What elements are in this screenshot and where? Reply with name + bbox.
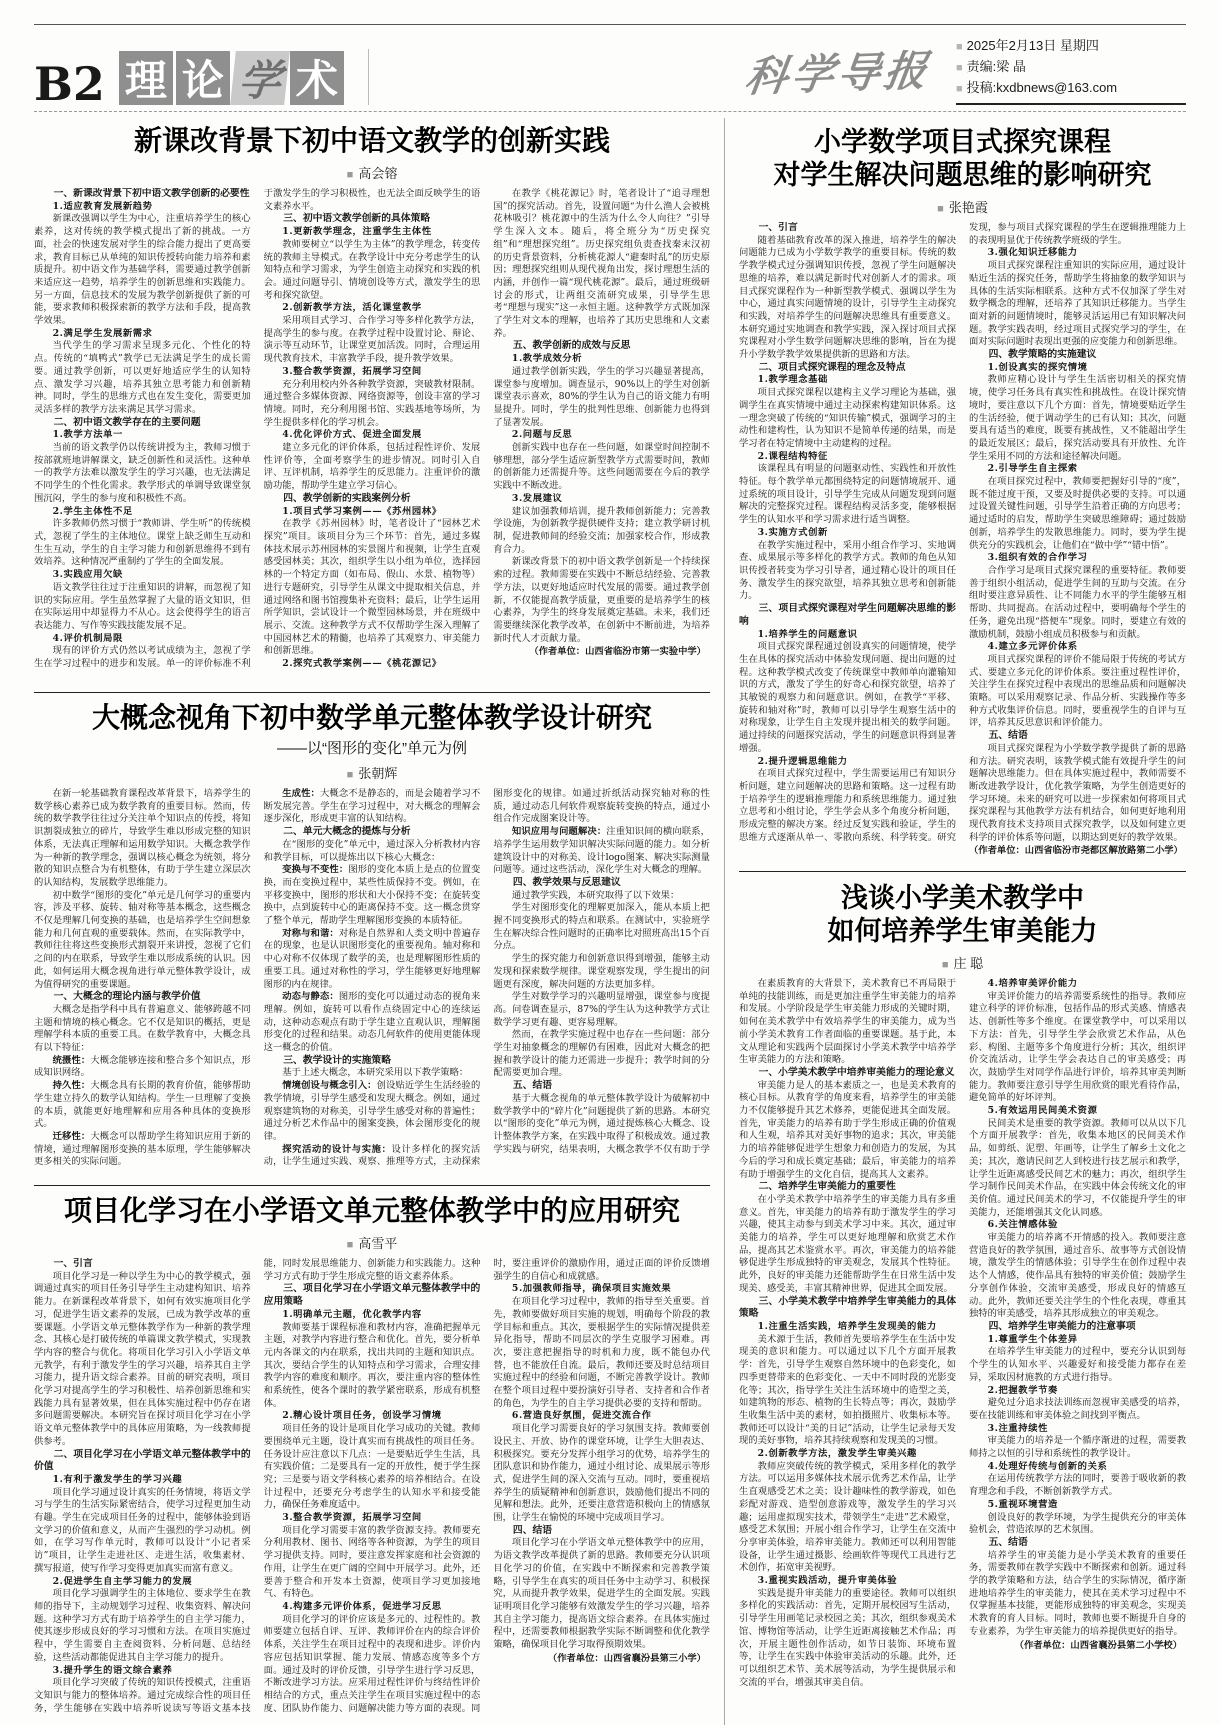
- body-paragraph: 项目化学习突破了传统的知识传授模式，注重语文知识与能力的整体培养。通过完成综合性的项目任务，学生能够在实践中培养听说读写等语文基本技能，同时发展思维能力、创新能力和实践能力。这种学习方式有助于学生形成完整的语文素养体系。: [34, 1258, 481, 1714]
- body-paragraph: 在培养学生审美能力的过程中，要充分认识到每个学生的认知水平、兴趣爱好和接受能力都存在差异，采取因材施教的方式进行指导。: [969, 1346, 1186, 1383]
- section-heading: 五、教学创新的成效与反思: [512, 340, 631, 352]
- sub-heading: 1.适应教育发展新趋势: [52, 200, 153, 212]
- body-paragraph: 当代学生的学习需求呈现多元化、个性化的特点。传统的“填鸭式”教学已无法满足学生的成长需要。通过教学创新，可以更好地适应学生的认知特点、激发学习兴趣，培养其独立思考能力和创新精神。同时，学生的思维方式也在发生变化，需要更加灵活多样的教学方法来满足其学习需求。: [34, 340, 251, 415]
- top-rule: [34, 24, 1186, 25]
- body-paragraph: 变换与不变性：图形的变化本质上是点的位置变换，而在变换过程中，某些性质保持不变。例如，在平移变换中，图形的形状和大小保持不变；在旋转变换中，点到旋转中心的距离保持不变。这一概念贯穿了整个单元，帮助学生理解图形变换的本质特征。: [263, 864, 481, 927]
- body-paragraph: 学生对数学学习的兴趣明显增强，课堂参与度提高。问卷调查显示，87%的学生认为这种教学方式让数学学习更有趣、更容易理解。: [493, 991, 710, 1028]
- body-paragraph: 建议加强教师培训，提升教师创新能力；完善教学设施，为创新教学提供硬件支持；建立教学研讨机制，促进教师间的经验交流；加强家校合作，形成教育合力。: [493, 505, 710, 555]
- body-paragraph: 学生对图形变化的理解更加深入，能从本质上把握不同变换形式的特点和联系。在测试中，实验班学生在解决综合性问题时的正确率比对照班高出15个百分点。: [493, 902, 710, 952]
- sub-heading: 2.把握教学节奏: [987, 1384, 1058, 1396]
- body-paragraph: 项目化学习通过设计真实的任务情境，将语文学习与学生的生活实际紧密结合，使学习过程更加生动有趣。学生在完成项目任务的过程中，能够体验到语文学习的价值和意义，从而产生强烈的学习动机。例如，在学习写作单元时，教师可以设计“小记者采访”项目，让学生走进社区、走进生活，收集素材、撰写报道，使写作学习变得更加真实而富有意义。: [34, 1486, 251, 1574]
- issue-date-line: ■ 2025年2月13日 星期四: [956, 38, 1099, 53]
- section-heading: 一、新课改背景下初中语文教学创新的必要性: [53, 188, 250, 199]
- author-affiliation: （作者单位：山西省临汾市尧都区解放路第二小学）: [969, 845, 1183, 856]
- sub-heading: 1.教学方法单一: [52, 429, 123, 441]
- section-heading: 二、初中语文教学存在的主要问题: [53, 416, 201, 428]
- section-heading: 四、教学策略的实施建议: [988, 349, 1097, 361]
- sub-heading: 2.引导学生自主探索: [987, 463, 1078, 475]
- sub-heading: 3.实施方式创新: [757, 526, 828, 538]
- square-bullet-icon: ■: [956, 41, 963, 53]
- section-heading: 四、教学效果与反思建议: [512, 876, 621, 888]
- sub-heading: 2.创新教学方法，活化课堂教学: [282, 302, 422, 314]
- sub-heading: 1.项目式学习案例——《苏州园林》: [282, 505, 442, 517]
- article-project-learning: [34, 1194, 710, 1725]
- section-heading: 三、教学设计的实施策略: [283, 1054, 392, 1066]
- masthead-divider: [34, 111, 1186, 112]
- sub-heading: 6.营造良好氛围，促进交流合作: [511, 1410, 652, 1422]
- article-art-aesthetics: [739, 882, 1186, 1690]
- body-paragraph: 随着基础教育改革的深入推进，培养学生的解决问题能力已成为小学数学教学的重要目标。传统的数学教学模式过分强调知识传授，忽视了学生问题解决思维的培养，难以满足新时代对创新人才的需求。项目式探究课程作为一种新型教学模式、强调以学生为中心，通过真实问题情境的设计，引导学生主动探究和实践，对培养学生的问题解决思维具有重要意义。本研究通过实地调查和教学实践，深入探讨项目式探究课程对小学生数学问题解决思维的影响，旨在为提升小学数学教学效果提供新的思路和方法。: [739, 234, 956, 361]
- paper-name: 科学导报: [741, 45, 934, 102]
- sub-heading: 4.培养审美评价能力: [987, 978, 1078, 989]
- body-paragraph: 在教学《桃花源记》时，笔者设计了“追寻理想国”的探究活动。首先，设置问题“为什么渔人会被桃花林吸引？桃花源中的生活为什么令人向往？”引导学生深入文本。随后，将全班分为“历史探究组”和“理想探究组”。历史探究组负责查找秦末汉初的历史背景资料，分析桃花源人“避秦时乱”的历史原因；理想探究组则从现代视角出发，探讨理想生活的内涵，并创作一篇“现代桃花源”。最后，通过班级研讨会的形式，让两组交流研究成果，引导学生思考“理想与现实”这一永恒主题。这种教学方式既加深了学生对文本的理解，也培养了其历史思维和人文素养。: [493, 188, 710, 339]
- sub-heading: 3.注重持续性: [987, 1422, 1048, 1434]
- body-paragraph: 避免过分追求技法训练而忽视审美感受的培养，要在技能训练和审美体验之间找到平衡点。: [969, 1397, 1186, 1421]
- body-paragraph: 在小学美术教学中培养学生的审美能力具有多重意义。首先，审美能力的培养有助于激发学生的学习兴趣，使其主动参与到美术学习中来。其次，通过审美能力的培养，学生可以更好地理解和欣赏艺术作品，提高其艺术鉴赏水平。再次，审美能力的培养能够促进学生形成独特的审美观念，发展其个性特征。此外，良好的审美能力还能帮助学生在日常生活中发现美、感受美，丰富其精神世界，促进其全面发展。: [739, 1193, 956, 1294]
- sub-heading: 4.处理好传统与创新的关系: [987, 1460, 1108, 1472]
- byline-marker-icon: ■: [346, 769, 354, 781]
- article-divider: [34, 692, 710, 693]
- body-paragraph: 充分利用校内外各种教学资源，突破教材限制。通过整合多媒体资源、网络资源等，创设丰富的学习情境。同时，充分利用图书馆、实践基地等场所，为学生提供多样化的学习机会。: [263, 378, 481, 428]
- body-paragraph: 在新一轮基础教育课程改革背景下，培养学生的数学核心素养已成为数学教育的重要目标。然而，传统的数学教学往往过分关注单个知识点的传授，将知识割裂成独立的碎片，导致学生难以形成完整的知识体系，无法真正理解和运用数学知识。大概念教学作为一种新的教学理念，强调以核心概念为统领，将分散的知识点整合为有机整体，有助于学生建立深层次的认知结构，发展数学思维能力。: [34, 788, 251, 888]
- section-heading: 五、结语: [988, 730, 1028, 742]
- body-paragraph: 培养学生的审美能力是小学美术教育的重要任务，需要教师在教学实践中不断探索和创新。通过科学的教学策略和方法，结合学生的实际情况，循序渐进地培养学生的审美能力，使其在美术学习过程中不仅掌握基本技能，更能形成独特的审美观念，实现美术教育的育人目标。同时，教师也要不断提升自身的专业素养，为学生审美能力的培养提供更好的指导。: [969, 1549, 1186, 1637]
- sub-heading: 6.关注情感体验: [987, 1219, 1058, 1231]
- body-paragraph: 基于大概念视角的单元整体教学设计为破解初中数学教学中的“碎片化”问题提供了新的思路。本研究以“图形的变化”单元为例，通过提炼核心大概念、设计整体教学方案，在实践中取得了积极成效。通过教学实践与研究，结果表明，大概念教学不仅有助于学: [493, 1092, 710, 1155]
- article-byline: [34, 1233, 710, 1252]
- body-paragraph: 项目式探究课程通过创设真实的问题情境，使学生在具体的探究活动中体验发现问题、提出问题的过程。这种教学模式改变了传统课堂中教师单向灌输知识的方式，激发了学生的好奇心和探究欲望，培养了其敏锐的观察力和问题意识。例如，在教学“平移、旋转和轴对称”时，教师可以引导学生观察生活中的对称现象，让学生自主发现并提出相关的数学问题。通过持续的问题探究活动，学生的问题意识得到显著增强。: [739, 641, 956, 754]
- body-paragraph: 项目化学习在小学语文单元整体教学中的应用，为语文教学改革提供了新的思路。教师要充分认识项目化学习的价值，在实践中不断探索和完善教学策略，引导学生在真实的项目任务中主动学习、积极探究，从而提升教学效果，促进学生的全面发展。实践证明项目化学习能够有效激发学生的学习兴趣，培养其自主学习能力，提高语文综合素养。在具体实施过程中，还需要教师根据教学实际不断调整和优化教学策略，确保项目化学习取得预期效果。: [493, 1537, 710, 1651]
- section-heading: 二、项目化学习在小学语文单元整体教学中的价值: [34, 1448, 251, 1473]
- body-paragraph: 教师应突破传统的教学模式，采用多样化的教学方法。可以运用多媒体技术展示优秀艺术作品，让学生直观感受艺术之美；设计趣味性的教学游戏，如色彩配对游戏、造型创意游戏等，激发学生的学习兴趣；运用虚拟现实技术，带领学生“走进”艺术殿堂，感受艺术氛围；开展小组合作学习，让学生在交流中分享审美体验，培养审美能力。教师还可以利用智能设备，让学生通过摄影、绘画软件等现代工具进行艺术创作，拓宽审美视野。: [739, 1460, 956, 1574]
- body-paragraph: 在教学实施过程中，采用小组合作学习、实地调查、成果展示等多样化的教学方式。教师的角色从知识传授者转变为学习引导者，通过精心设计的项目任务、激发学生的探究欲望，培养其独立思考和创新能力。: [739, 539, 956, 602]
- body-paragraph: 对称与和谐：对称是自然界和人类文明中普遍存在的现象，也是认识图形变化的重要视角。轴对称和中心对称不仅体现了数学的美，也是理解图形性质的重要工具。通过对称性的学习，学生能够更好地理解图形的内在规律。: [263, 927, 481, 990]
- body-paragraph: 通过教学创新实践，学生的学习兴趣显著提高，课堂参与度增加。调查显示，90%以上的学生对创新课堂表示喜欢，80%的学生认为自己的语文能力有明显提升。同时，学生的批判性思维、创新能力也得到了显著发展。: [493, 365, 710, 428]
- author-name: 张艳霞: [948, 200, 988, 215]
- body-paragraph: 在运用传统教学方法的同时，要善于吸收新的教育理念和手段，不断创新教学方式。: [969, 1473, 1186, 1498]
- body-paragraph: 教师要基于课程标准和教材内容，准确把握单元主题，对教学内容进行整合和优化。首先，要分析单元内各课文的内在联系，找出共同的主题和知识点。其次，要结合学生的认知特点和学习需求，合理安排教学内容的难度和顺序。再次，要注重内容的整体性和系统性，使各个课时的教学紧密联系，形成有机整体。: [263, 1321, 481, 1409]
- body-paragraph: 教师要树立“以学生为主体”的教学理念，转变传统的教师主导模式。在教学设计中充分考虑学生的认知特点和学习需求，为学生创造主动探究和实践的机会。通过问题导引、情境创设等方式，激发学生的思考和探究欲望。: [263, 238, 481, 301]
- body-paragraph: 创设良好的教学环境，为学生提供充分的审美体验机会，营造浓厚的艺术氛围。: [969, 1511, 1186, 1536]
- body-paragraph: 动态与静态：图形的变化可以通过动态的视角来理解。例如，旋转可以看作点绕固定中心的连续运动，这种动态观点有助于学生建立直观认识，理解图形变化的过程和结果。动态几何软件的使用更能体现这一概念的价值。: [263, 991, 481, 1054]
- article-title: 项目化学习在小学语文单元整体教学中的应用研究: [63, 1195, 680, 1226]
- left-articles-block: [34, 116, 710, 1725]
- body-paragraph: 知识应用与问题解决：注重知识间的横向联系，培养学生运用数学知识解决实际问题的能力。如分析建筑设计中的对称美、设计logo图案、解决实际测量问题等。通过这些活动，深化学生对大概念的理解。: [493, 826, 710, 876]
- article-body: [739, 978, 1186, 1690]
- sub-heading: 2.精心设计项目任务，创设学习情境: [282, 1410, 442, 1422]
- body-paragraph: 在教学《苏州园林》时，笔者设计了“园林艺术探究”项目。该项目分为三个环节：首先，通过多媒体技术展示苏州园林的实景图片和视频，让学生直观感受园林美；其次，组织学生以小组为单位，选择园林的一个特定方面（如布局、假山、水景、植物等）进行专题研究，引导学生从课文中提取相关信息，并通过网络和图书馆搜集补充资料；最后，让学生运用所学知识，尝试设计一个微型园林场景，并在班级中展示、交流。这种教学方式不仅帮助学生深入理解了中国园林艺术的精髓，也培养了其观察力、审美能力和创新思维。: [263, 518, 481, 657]
- sub-heading: 1.尊重学生个体差异: [987, 1333, 1078, 1345]
- body-paragraph: 项目化学习需要良好的学习氛围支持。教师要创设民主、开放、协作的课堂环境，让学生大胆表达、积极探究。要充分发挥小组学习的优势，培养学生的团队意识和协作能力，通过小组讨论、成果展示等形式，促进学生间的深入交流与互动。同时，要重视培养学生的质疑精神和创新意识，鼓励他们提出不同的见解和想法。此外，还要注意营造积极向上的情感氛围，让学生在愉悦的环境中完成项目学习。: [493, 1423, 710, 1524]
- sub-heading: 3.整合教学资源，拓展学习空间: [282, 1512, 422, 1524]
- body-paragraph: 合作学习是项目式探究课程的重要特征。教师要善于组织小组活动，促进学生间的互助与交流。在分组时要注意异质性、让不同能力水平的学生能够互相帮助、共同提高。在活动过程中，要明确每个学生的任务，避免出现“搭便车”现象。同时，要建立有效的激励机制，鼓励小组成员积极参与和贡献。: [969, 564, 1186, 640]
- sub-heading: 1.创设真实的探究情境: [987, 361, 1088, 373]
- body-paragraph: 大概念是指学科中具有普遍意义、能够跨越不同主题和情境的核心概念。它不仅是知识的概括，更是理解学科本质的重要工具。在数学教育中，大概念具有以下特征：: [34, 1003, 251, 1054]
- sub-heading: 4.优化评价方式、促进全面发展: [282, 429, 422, 441]
- byline-marker-icon: ■: [346, 1239, 354, 1251]
- section-logo: [119, 51, 344, 105]
- sub-heading: 4.建立多元评价体系: [987, 641, 1078, 653]
- byline-marker-icon: ■: [937, 203, 944, 215]
- article-body: [34, 1258, 710, 1725]
- sub-heading: 4.构建多元评价体系，促进学习反思: [282, 1600, 442, 1612]
- body-paragraph: 在素质教育的大背景下，美术教育已不再局限于单纯的技能训练，而是更加注重学生审美能力的培养和发展。小学阶段是学生审美能力形成的关键时期，如何在美术教学中有效培养学生的审美能力，成为当前小学美术教育工作者面临的重要课题。基于此，本文从理论和实践两个层面探讨小学美术教学中培养学生审美能力的方法和策略。: [739, 978, 956, 1066]
- body-paragraph: 审美评价能力的培养需要系统性的指导。教师应建立科学的评价标准，包括作品的形式美感、情感表达、创新性等多个维度。在课堂教学中，可以采用以下方法：首先，引导学生学会欣赏艺术作品，从色彩、构图、主题等多个角度进行分析；其次，组织评价交流活动，让学生学会表达自己的审美感受；再次，鼓励学生对同学作品进行评价，培养其审美判断能力。教师要注意引导学生用欣赏的眼光看待作品，避免简单的好坏评判。: [969, 990, 1186, 1104]
- article-body: [34, 788, 710, 1178]
- sub-heading: 2.创新教学方法，激发学生审美兴趣: [757, 1448, 917, 1460]
- body-paragraph: 探究活动的设计与实施：设计多样化的探究活动，让学生通过实践、观察、推理等方式，主动探索图形变化的规律。如通过折纸活动探究轴对称的性质，通过动态几何软件观察旋转变换的特点，通过小组合作完成图案设计等。: [263, 788, 710, 1168]
- byline-marker-icon: ■: [346, 169, 354, 181]
- section-heading: 一、大概念的理论内涵与教学价值: [53, 991, 201, 1003]
- sub-heading: 3.整合教学资源，拓展学习空间: [282, 365, 422, 377]
- section-heading: 一、引言: [53, 1258, 93, 1269]
- article-title-line: 对学生解决问题思维的影响研究: [773, 160, 1152, 190]
- body-paragraph: 许多教师仍然习惯于“教师讲、学生听”的传统模式，忽视了学生的主体地位。课堂上缺乏师生互动和生生互动，学生的自主学习能力和创新思维得不到有效培养。这种情况严重制约了学生的全面发展。: [34, 518, 251, 568]
- masthead: [34, 31, 1186, 111]
- section-heading: 四、结语: [512, 1524, 553, 1536]
- body-paragraph: 该课程具有明显的问题驱动性、实践性和开放性特征。每个教学单元都围绕特定的问题情境展开、通过系统的项目设计，引导学生完成从问题发现到问题解决的完整探究过程。课程结构灵活多变，能够根据学生的认知水平和学习需求进行适当调整。: [739, 463, 956, 526]
- sub-heading: 2.学生主体性不足: [52, 505, 133, 517]
- sub-heading: 5.有效运用民间美术资源: [987, 1105, 1098, 1117]
- body-paragraph: 采用项目式学习、合作学习等多样化教学方法，提高学生的参与度。在教学过程中设置讨论、辩论、演示等互动环节，让课堂更加活泼。同时，合理运用现代教育技术，丰富教学手段，提升教学效果。: [263, 315, 481, 365]
- article-math-inquiry: [739, 126, 1186, 864]
- editor-line: ■ 责编:梁 晶: [956, 59, 1026, 74]
- author-name: 高会镕: [358, 166, 398, 181]
- section-heading: 四、教学创新的实践案例分析: [283, 492, 411, 504]
- body-paragraph: 创新实践中也存在一些问题，如课堂时间控制不够理想，部分学生适应新型教学方式需要时间，教师的创新能力还需提升等。这些问题需要在今后的教学实践中不断改进。: [493, 442, 710, 492]
- sub-heading: 2.课程结构特征: [757, 450, 828, 462]
- body-paragraph: 持久性：大概念具有长期的教育价值，能够帮助学生建立持久的数学认知结构。学生一旦理解了变换的本质，就能更好地理解和应用各种具体的变换形式。: [34, 1080, 251, 1130]
- sub-heading: 3.发展建议: [511, 492, 563, 504]
- sub-heading: 3.提升学生的语文综合素养: [52, 1664, 173, 1676]
- sub-heading: 4.评价机制局限: [52, 632, 123, 644]
- article-title-line: 小学数学项目式探究课程: [814, 127, 1111, 157]
- right-articles-block: [739, 116, 1186, 1725]
- body-paragraph: 在项目式探究过程中，学生需要运用已有知识分析问题，建立问题解决的思路和策略。这一过程有助于培养学生的逻辑推理能力和系统思维能力。通过独立思考和小组讨论，学生学会从多个角度分析问题，形成完整的解决方案。经过反复实践和验证，学生的思维方式逐渐从单一、零散向系统、科学转变。研究发现，参与项目式探究课程的学生在逻辑推理能力上的表现明显优于传统教学班级的学生。: [739, 222, 1186, 843]
- body-paragraph: 美术源于生活，教师首先要培养学生在生活中发现美的意识和能力。可以通过以下几个方面开展教学：首先，引导学生观察自然环境中的色彩变化，如四季更替带来的色彩变化、一天中不同时段的光影变化等；其次，指导学生关注生活环境中的造型之美，如建筑物的形态、植物的生长特点等；再次，鼓励学生收集生活中美的素材，如拍摄照片、收集标本等。教师还可以设计“美的日记”活动，让学生记录每天发现的美好事物，培养其持续观察和发现美的习惯。: [739, 1333, 956, 1447]
- section-heading: 五、结语: [988, 1536, 1028, 1548]
- section-heading: 一、引言: [758, 222, 798, 233]
- body-paragraph: 语文教学往往过于注重知识的讲解，而忽视了知识的实际应用。学生虽然掌握了大量的语文知识，但在实际运用中却显得力不从心。这会使得学生的语言表达能力、写作等实践技能发展不足。: [34, 581, 251, 631]
- sub-heading: 1.注重生活实践，培养学生发现美的能力: [757, 1320, 937, 1332]
- body-paragraph: 统摄性：大概念能够连接和整合多个知识点，形成知识网络。: [34, 1054, 251, 1079]
- body-paragraph: 民间美术是重要的教学资源。教师可以从以下几个方面开展教学：首先，收集本地区的民间美术作品，如剪纸、泥塑、年画等，让学生了解乡土文化之美；其次，邀请民间艺人到校进行技艺展示和教学，让学生近距离感受民间艺术的魅力；再次，组织学生学习制作民间美术作品，在实践中体会传统文化的审美价值。通过民间美术的学习，不仅能提升学生的审美能力，还能增强其文化认同感。: [969, 1117, 1186, 1218]
- article-subtitle: ——以“图形的变化”单元为例: [277, 740, 467, 757]
- body-paragraph: 审美能力的培养是一个循序渐进的过程，需要教师持之以恒的引导和系统性的教学设计。: [969, 1435, 1186, 1460]
- article-divider: [34, 1185, 710, 1186]
- sub-heading: 5.重视环境营造: [987, 1498, 1058, 1510]
- section-heading: 二、单元大概念的提炼与分析: [283, 826, 411, 838]
- body-paragraph: 项目化学习强调学生的主体地位、要求学生在教师的指导下，主动规划学习过程、收集资料、解决问题。这种学习方式有助于培养学生的自主学习能力，使其逐步形成良好的学习习惯和方法。在项目实施过程中，学生需要自主查阅资料、分析问题、总结经验，这些活动都能促进其自主学习能力的提升。: [34, 1588, 251, 1663]
- body-paragraph: 项目化学习是一种以学生为中心的教学模式，强调通过真实的项目任务引导学生主动建构知识、培养能力。在新课程改革背景下，如何有效实施项目化学习，促进学生语文素养的发展，已成为教学改革的重要课题。小学语文单元整体教学作为一种新的教学理念、其核心是打破传统的单篇课文教学模式，实现教学内容的整合与优化。将项目化学习引入小学语文单元教学，有利于激发学生的学习兴趣，培养其自主学习能力，提升语文综合素养。目前的研究表明，项目化学习对提高学生的学习积极性、培养创新思维和实践能力具有显著效果，但在具体实施过程中仍存在诸多问题需要解决。本研究旨在探讨项目化学习在小学语文单元整体教学中的具体应用策略，为一线教师提供参考。: [34, 1270, 251, 1447]
- body-paragraph: 在项目探究过程中，教师要把握好引导的“度”，既不能过度干预，又要及时提供必要的支持。可以通过设置关键性问题，引导学生沿着正确的方向思考；通过适时的启发，帮助学生突破思维障碍；通过鼓励创新，培养学生的发散思维能力。同时，要为学生提供充分的实践机会，让他们在“做中学”“错中悟”。: [969, 476, 1186, 551]
- body-paragraph: 项目式探究课程注重知识的实际应用，通过设计贴近生活的探究任务，帮助学生将抽象的数学知识与具体的生活实际相联系。这种方式不仅加深了学生对数学概念的理解，还培养了其知识迁移能力。当学生面对新的问题情境时，能够灵活运用已有知识解决问题。教学实践表明，经过项目式探究学习的学生，在面对实际问题时表现出更强的应变能力和创新思维。: [969, 260, 1186, 348]
- author-affiliation: （作者单位：山西省襄汾县第三小学）: [547, 1652, 706, 1663]
- sub-heading: 2.促进学生自主学习能力的发展: [52, 1575, 193, 1587]
- body-paragraph: 然而，在教学实施过程中也存在一些问题：部分学生对抽象概念的理解仍有困难，因此对大概念的把握和教学设计的能力还需进一步提升；教学时间的分配需要更加合理。: [493, 1029, 710, 1079]
- author-name: 张朝辉: [358, 766, 398, 781]
- sub-heading: 3.重视实践活动，提升审美体验: [757, 1575, 898, 1587]
- body-paragraph: 在项目化学习过程中，教师的指导至关重要。首先，教师要做好项目实施的规划，明确每个阶段的教学目标和重点。其次，要根据学生的实际情况提供差异化指导，帮助不同层次的学生克服学习困难。再次，要注意把握指导的时机和力度，既不能包办代替，也不能放任自流。最后，教师还要及时总结项目实施过程中的经验和问题，不断完善教学设计。教师在整个项目过程中要扮演好引导者、支持者和合作者的角色，为学生的自主学习提供必要的支持和帮助。: [493, 1296, 710, 1409]
- section-logo-char: 术: [290, 51, 344, 105]
- body-paragraph: 项目式探究课程以建构主义学习理论为基础，强调学生在真实情境中通过主动探索构建知识体系。这一理念突破了传统的“知识传输”模式，强调学习的主动性和建构性，认为知识不是简单传递的结果，而是学习者在特定情境中主动建构的过程。: [739, 387, 956, 449]
- article-byline: [739, 197, 1186, 216]
- body-paragraph: 教师应精心设计与学生生活密切相关的探究情境，使学习任务具有真实性和挑战性。在设计探究情境时，要注意以下几个方面：首先，情境要贴近学生的生活经验，便于调动学生的已有认知；其次，问题要具有适当的难度，既要有挑战性，又不能超出学生的最近发展区；最后，探究活动要具有开放性、允许学生采用不同的方法和途径解决问题。: [969, 374, 1186, 462]
- section-heading: 三、项目化学习在小学语文单元整体教学中的应用策略: [263, 1283, 481, 1308]
- sub-heading: 1.教学成效分析: [511, 353, 583, 365]
- square-bullet-icon: ■: [956, 62, 963, 74]
- sub-heading: 2.探究式教学案例——《桃花源记》: [282, 658, 442, 670]
- sub-heading: 1.教学理念基础: [757, 374, 828, 386]
- article-byline: [34, 163, 710, 182]
- vertical-divider: [724, 118, 725, 1725]
- article-byline: [739, 953, 1186, 972]
- submission-email-line: ■ 投稿:kxdbnews@163.com: [956, 80, 1118, 95]
- sub-heading: 1.有利于激发学生的学习兴趣: [52, 1473, 183, 1485]
- section-logo-char: 理: [119, 51, 173, 105]
- body-paragraph: 项目化学习需要丰富的教学资源支持。教师要充分利用教材、图书、网络等各种资源，为学生的项目学习提供支持。同时，要注意发挥家庭和社会资源的作用，让学生在更广阔的空间中开展学习。此外，还要善于整合和开发本土资源，使项目学习更加接地气、有特色。: [263, 1524, 481, 1600]
- article-chinese-innovation: [34, 124, 710, 685]
- body-paragraph: 通过教学实践，本研究取得了以下效果：: [511, 889, 680, 901]
- section-heading: 三、项目式探究课程对学生问题解决思维的影响: [739, 603, 956, 627]
- masthead-separator: [368, 49, 369, 105]
- body-paragraph: 初中数学“图形的变化”单元是几何学习的重要内容，涉及平移、旋转、轴对称等基本概念，这些概念不仅是理解几何变换的基础，也是培养学生空间想象能力和几何直观的重要载体。然而，在实际教学中，教师往往将这些变换形式割裂开来讲授，忽视了它们之间的内在联系，导致学生难以形成系统的认识。因此，如何运用大概念视角进行单元整体教学设计，成为值得研究的重要课题。: [34, 889, 251, 990]
- article-body: [34, 188, 710, 685]
- body-paragraph: 实践是提升审美能力的重要途径。教师可以组织多样化的实践活动：首先，定期开展校园写生活动，引导学生用画笔记录校园之美；其次，组织参观美术馆、博物馆等活动，让学生近距离接触艺术作品；再次，开展主题性创作活动，如节日装饰、环境布置等，让学生在实践中体验审美活动的乐趣。此外，还可以组织艺术节、美术展等活动，为学生提供展示和交流的平台，增强其审美自信。: [739, 1587, 956, 1688]
- sub-heading: 5.加强教师指导，确保项目实施效果: [511, 1283, 672, 1295]
- body-paragraph: 项目式探究课程的评价不能局限于传统的考试方式、要建立多元化的评价体系。要注重过程性评价，关注学生在探究过程中表现出的思维品质和问题解决策略。可以采用观察记录、作品分析、实践操作等多种方式收集评价信息。同时，要重视学生的自评与互评，培养其反思意识和评价能力。: [969, 653, 1186, 729]
- byline-marker-icon: ■: [941, 959, 949, 971]
- body-paragraph: 现有的评价方式仍然以考试成绩为主，忽视了学生在学习过程中的进步和发展。单一的评价标准不利于激发学生的学习积极性，也无法全面反映学生的语文素养水平。: [34, 188, 481, 670]
- body-paragraph: 项目化学习的评价应该是多元的、过程性的。教师要建立包括自评、互评、教师评价在内的综合评价体系，关注学生在项目过程中的表现和进步。评价内容应包括知识掌握、能力发展、情感态度等多个方面。通过及时的评价反馈，引导学生进行学习反思，不断改进学习方法。应采用过程性评价与终结性评价相结合的方式，重点关注学生在项目实施过程中的态度、团队协作能力、问题解决能力等方面的表现。同时，要注重评价的激励作用，通过正面的评价反馈增强学生的自信心和成就感。: [263, 1258, 710, 1714]
- sub-heading: 3.实践应用欠缺: [52, 569, 123, 581]
- article-title-line: 如何培养学生审美能力: [827, 916, 1098, 946]
- body-paragraph: 新课改背景下的初中语文教学创新是一个持续探索的过程。教师需要在实践中不断总结经验、完善教学方法，以更好地适应时代发展的需要。通过教学创新，不仅能提高教学质量，更重要的是培养学生的核心素养，为学生的终身发展奠定基础。未来，我们还需要继续深化教学改革，在创新中不断前进，为培养新时代人才贡献力量。: [493, 556, 710, 644]
- author-name: 高雪平: [358, 1236, 398, 1251]
- section-heading: 二、培养学生审美能力的重要性: [758, 1181, 896, 1193]
- article-title-line: 浅谈小学美术教学中: [841, 883, 1084, 913]
- masthead-info: [956, 36, 1186, 105]
- author-name: 庄 聪: [953, 956, 984, 971]
- article-body: [739, 222, 1186, 864]
- page-number: B2: [34, 56, 105, 111]
- sub-heading: 1.更新教学理念，注重学生主体性: [282, 226, 432, 238]
- article-title: 大概念视角下初中数学单元整体教学设计研究: [91, 702, 652, 733]
- article-byline: [34, 763, 710, 782]
- body-paragraph: 迁移性：大概念可以帮助学生将知识应用于新的情境，通过理解图形变换的基本原理，学生能够解决更多相关的实际问题。: [34, 1130, 251, 1168]
- section-heading: 三、小学美术教学中培养学生审美能力的具体策略: [739, 1295, 956, 1320]
- body-paragraph: 项目式探究课程为小学数学教学提供了新的思路和方法。研究表明，该教学模式能有效提升学生的问题解决思维能力。但在具体实施过程中，教师需要不断改进教学设计，优化教学策略，为学生创造更好的学习环境。未来的研究可以进一步探索如何将项目式探究课程与其他教学方法有机结合，如何更好地利用现代教育技术支持项目式探究教学，以及如何建立更科学的评价体系等问题，以期达到更好的教学效果。: [969, 742, 1186, 843]
- body-paragraph: 生成性：大概念不是静态的，而是会随着学习不断发展完善。学生在学习过程中，对大概念的理解会逐步深化，形成更丰富的认知结构。: [263, 788, 481, 825]
- body-paragraph: 新课改强调以学生为中心，注重培养学生的核心素养，这对传统的教学模式提出了新的挑战。一方面，社会的快速发展对学生的综合能力提出了更高要求，教育目标已从单纯的知识传授转向能力培养和素质提升。初中语文作为基础学科，需要通过教学创新来适应这一趋势，培养学生的创新思维和实践能力。另一方面，信息技术的发展为教学创新提供了新的可能，要求教师积极探索新的教学方法和手段，提高教学效果。: [34, 213, 251, 327]
- section-logo-char: 论: [176, 51, 230, 105]
- body-paragraph: 在“图形的变化”单元中，通过深入分析教材内容和教学目标，可以提炼出以下核心大概念：: [263, 838, 481, 863]
- section-heading: 四、培养学生审美能力的注意事项: [988, 1320, 1136, 1332]
- body-paragraph: 建立多元化的评价体系，包括过程性评价、发展性评价等，全面考察学生的进步情况。同时引入自评、互评机制，培养学生的反思能力。注重评价的激励功能，帮助学生建立学习信心。: [263, 442, 481, 492]
- body-paragraph: 当前的语文教学仍以传统讲授为主，教师习惯于按部就班地讲解课文，缺乏创新性和灵活性。这种单一的教学方法难以激发学生的学习兴趣，也无法满足不同学生的个性化需求。教学形式的单调导致课堂氛围沉闷，学生的参与度和积极性不高。: [34, 442, 251, 504]
- sub-heading: 3.强化知识迁移能力: [987, 247, 1078, 259]
- article-divider: [739, 871, 1186, 872]
- sub-heading: 2.问题与反思: [511, 429, 573, 441]
- section-heading: 二、项目式探究课程的理念及特点: [758, 361, 906, 373]
- sub-heading: 1.培养学生的问题意识: [757, 628, 858, 640]
- body-paragraph: 项目任务的设计是项目化学习成功的关键。教师要围绕单元主题，设计真实而有挑战性的项目任务。任务设计应注意以下几点：一是要贴近学生生活，具有实践价值；二是要具有一定的开放性，便于学生探究；三是要与语文学科核心素养的培养相结合。在设计过程中，还要充分考虑学生的认知水平和接受能力，确保任务难度适中。: [263, 1423, 481, 1511]
- article-title: 新课改背景下初中语文教学的创新实践: [133, 125, 610, 156]
- body-paragraph: 情境创设与概念引入：创设贴近学生生活经验的教学情境，引导学生感受和发现大概念。例如，通过观察建筑物的对称美，引导学生感受对称的普遍性；通过分析艺术作品中的图案变换，体会图形变化的规律。: [263, 1080, 481, 1142]
- section-heading: 三、初中语文教学创新的具体策略: [283, 213, 431, 225]
- sub-heading: 1.明确单元主题，优化教学内容: [282, 1308, 422, 1320]
- body-paragraph: 审美能力是人的基本素质之一，也是美术教育的核心目标。从教育学的角度来看，培养学生的审美能力不仅能够提升其艺术修养，更能促进其全面发展。首先，审美能力的培养有助于学生形成正确的价值观和人生观，培养其对美好事物的追求；其次，审美能力的培养能够促进学生想象力和创造力的发展，为其今后的学习和成长奠定基础；最后，审美能力的培养有助于增强学生的文化自信，提高其人文素养。: [739, 1079, 956, 1180]
- sub-heading: 3.组织有效的合作学习: [987, 552, 1088, 564]
- section-logo-char: 学: [230, 51, 290, 105]
- article-big-concept-math: [34, 701, 710, 1178]
- sub-heading: 2.满足学生发展新需求: [52, 327, 153, 339]
- square-bullet-icon: ■: [956, 83, 963, 95]
- section-heading: 五、结语: [512, 1080, 553, 1092]
- section-heading: 一、小学美术教学中培养审美能力的理论意义: [758, 1066, 955, 1078]
- body-paragraph: 审美能力的培养离不开情感的投入。教师要注意营造良好的教学氛围，通过音乐、故事等方式创设情境，激发学生的情感体验；引导学生在创作过程中表达个人情感，使作品具有独特的审美价值；鼓励学生分享创作体验，交流审美感受，形成良好的情感互动。此外，教师还要关注学生的个性化表现，尊重其独特的审美感受，培养其形成独立的审美观念。: [969, 1232, 1186, 1320]
- body-paragraph: 学生的探究能力和创新意识得到增强，能够主动发现和探索数学规律。课堂观察发现，学生提出的问题更有深度，解决问题的方法更加多样。: [493, 953, 710, 990]
- body-paragraph: 基于上述大概念，本研究采用以下教学策略：: [282, 1067, 469, 1079]
- sub-heading: 2.提升逻辑思维能力: [757, 755, 848, 767]
- author-affiliation: （作者单位：山西省襄汾县第二小学校）: [1014, 1639, 1182, 1650]
- author-affiliation: （作者单位：山西省临汾市第一实验中学）: [529, 646, 706, 657]
